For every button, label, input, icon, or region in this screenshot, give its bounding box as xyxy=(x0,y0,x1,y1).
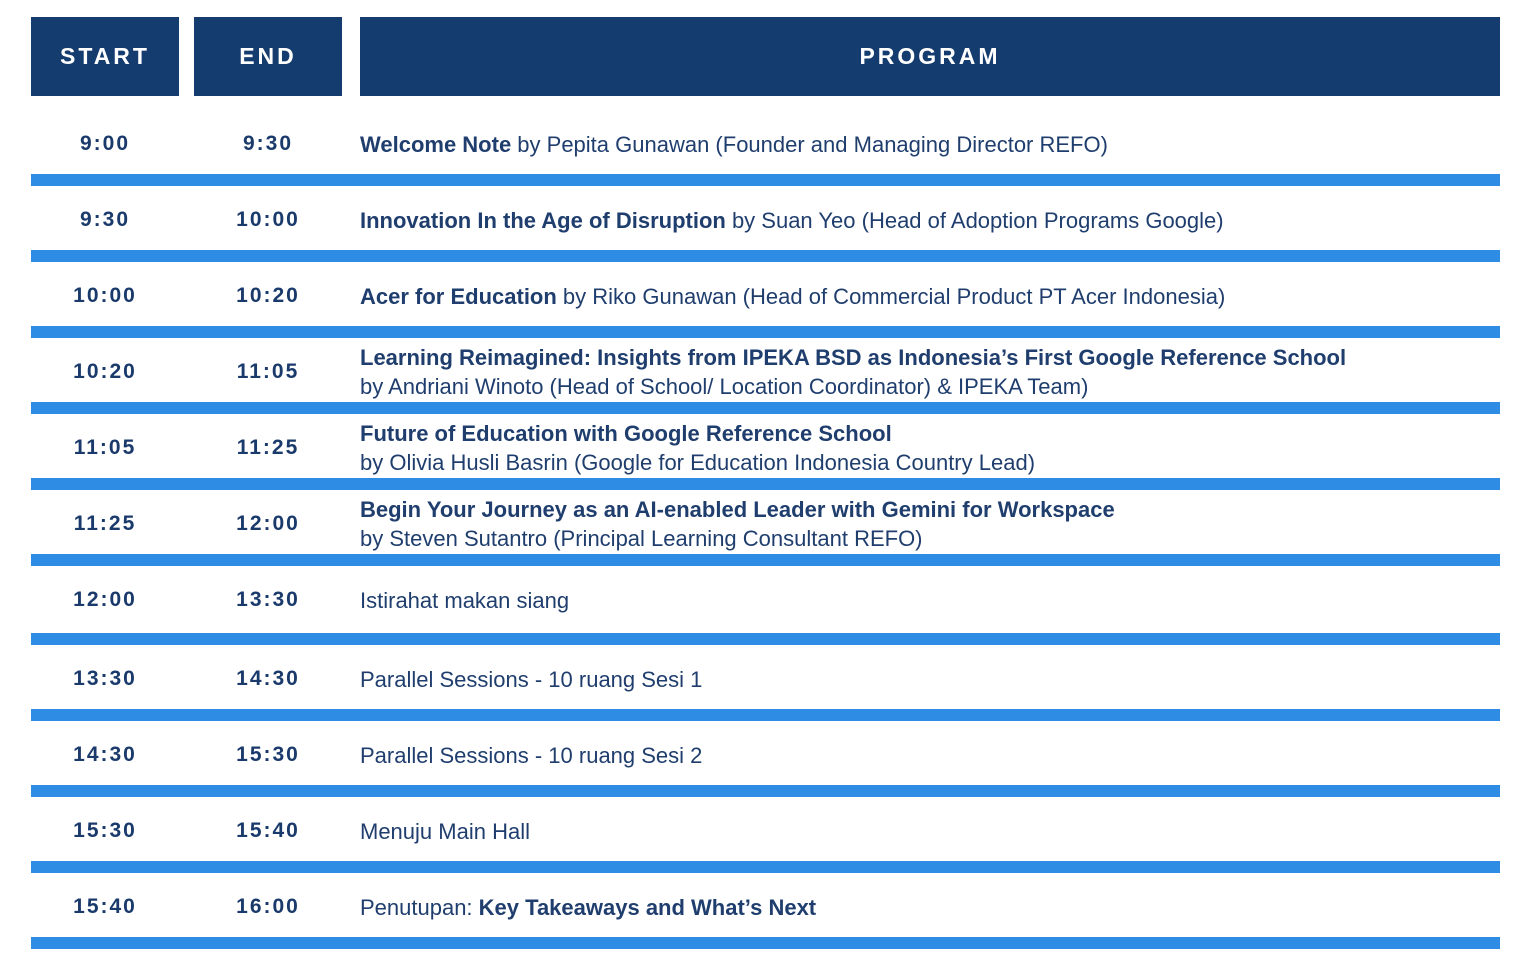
schedule-row xyxy=(31,490,1500,558)
end-time: 13:30 xyxy=(236,588,300,611)
program-line xyxy=(360,495,1500,524)
schedule-row xyxy=(31,797,1500,865)
row-separator xyxy=(31,174,1500,186)
start-time: 15:40 xyxy=(73,895,137,918)
row-separator xyxy=(31,937,1500,949)
end-time: 10:20 xyxy=(236,284,300,307)
program-cell xyxy=(360,338,1500,406)
row-separator xyxy=(31,709,1500,721)
program-title: Key Takeaways and What’s Next xyxy=(478,894,817,920)
row-separator xyxy=(31,861,1500,873)
program-title: Innovation In the Age of Disruption xyxy=(360,207,726,233)
program-title: Begin Your Journey as an AI-enabled Leader with Gemini for Workspace xyxy=(360,497,1115,522)
schedule-row xyxy=(31,873,1500,941)
start-time: 9:00 xyxy=(79,132,131,155)
program-line xyxy=(360,419,1500,448)
start-time: 12:00 xyxy=(73,588,137,611)
start-time: 10:20 xyxy=(73,360,137,383)
program-speaker: by Andriani Winoto (Head of School/ Location Coordinator) & IPEKA Team) xyxy=(360,374,1089,399)
program-line xyxy=(360,741,1500,770)
schedule-row xyxy=(31,262,1500,330)
program-speaker: by Riko Gunawan (Head of Commercial Product PT Acer Indonesia) xyxy=(556,283,1226,309)
program-cell xyxy=(360,186,1500,254)
end-time: 12:00 xyxy=(236,512,300,535)
program-title: Welcome Note xyxy=(360,131,512,157)
program-text: Parallel Sessions - 10 ruang Sesi 2 xyxy=(360,742,703,768)
program-speaker: by Suan Yeo (Head of Adoption Programs Google) xyxy=(725,207,1224,233)
program-line xyxy=(360,130,1500,159)
program-cell xyxy=(360,110,1500,178)
end-time: 15:30 xyxy=(236,743,300,766)
program-cell xyxy=(360,262,1500,330)
program-speaker: by Steven Sutantro (Principal Learning Consultant REFO) xyxy=(360,526,923,551)
program-cell xyxy=(360,873,1500,941)
end-time: 11:05 xyxy=(236,360,300,383)
schedule-row xyxy=(31,110,1500,178)
schedule-row xyxy=(31,721,1500,789)
end-time: 16:00 xyxy=(236,895,300,918)
start-time: 11:05 xyxy=(73,436,137,459)
schedule-row xyxy=(31,186,1500,254)
start-time: 9:30 xyxy=(79,208,131,231)
row-separator xyxy=(31,326,1500,338)
end-time: 14:30 xyxy=(236,667,300,690)
program-line xyxy=(360,206,1500,235)
program-cell xyxy=(360,721,1500,789)
program-line xyxy=(360,282,1500,311)
schedule-row xyxy=(31,338,1500,406)
program-cell xyxy=(360,490,1500,558)
program-line xyxy=(360,586,1500,615)
header-program: PROGRAM xyxy=(360,17,1500,96)
row-separator xyxy=(31,633,1500,645)
program-title: Acer for Education xyxy=(360,283,557,309)
program-speaker: by Pepita Gunawan (Founder and Managing Director REFO) xyxy=(511,131,1108,157)
program-text: Penutupan: xyxy=(360,894,479,920)
row-separator xyxy=(31,785,1500,797)
end-time: 9:30 xyxy=(242,132,294,155)
header-start: START xyxy=(31,17,179,96)
start-time: 11:25 xyxy=(73,512,137,535)
header-end: END xyxy=(194,17,342,96)
program-line xyxy=(360,817,1500,846)
start-time: 13:30 xyxy=(73,667,137,690)
row-separator xyxy=(31,402,1500,414)
program-title: Future of Education with Google Reference School xyxy=(360,421,892,446)
program-text: Menuju Main Hall xyxy=(360,818,530,844)
start-time: 15:30 xyxy=(73,819,137,842)
program-text: Parallel Sessions - 10 ruang Sesi 1 xyxy=(360,666,703,692)
row-separator xyxy=(31,554,1500,566)
program-cell xyxy=(360,414,1500,482)
row-separator xyxy=(31,250,1500,262)
end-time: 11:25 xyxy=(236,436,300,459)
program-speaker: by Olivia Husli Basrin (Google for Education Indonesia Country Lead) xyxy=(360,450,1036,475)
start-time: 14:30 xyxy=(73,743,137,766)
schedule-row xyxy=(31,645,1500,713)
program-line xyxy=(360,665,1500,694)
schedule-row xyxy=(31,414,1500,482)
schedule-row xyxy=(31,566,1500,634)
start-time: 10:00 xyxy=(73,284,137,307)
program-cell xyxy=(360,645,1500,713)
program-cell xyxy=(360,566,1500,634)
row-separator xyxy=(31,478,1500,490)
program-cell xyxy=(360,797,1500,865)
program-text: Istirahat makan siang xyxy=(360,587,570,613)
end-time: 15:40 xyxy=(236,819,300,842)
program-line xyxy=(360,343,1500,372)
program-title: Learning Reimagined: Insights from IPEKA BSD as Indonesia’s First Google Reference School xyxy=(360,345,1347,370)
end-time: 10:00 xyxy=(236,208,300,231)
program-line xyxy=(360,893,1500,922)
